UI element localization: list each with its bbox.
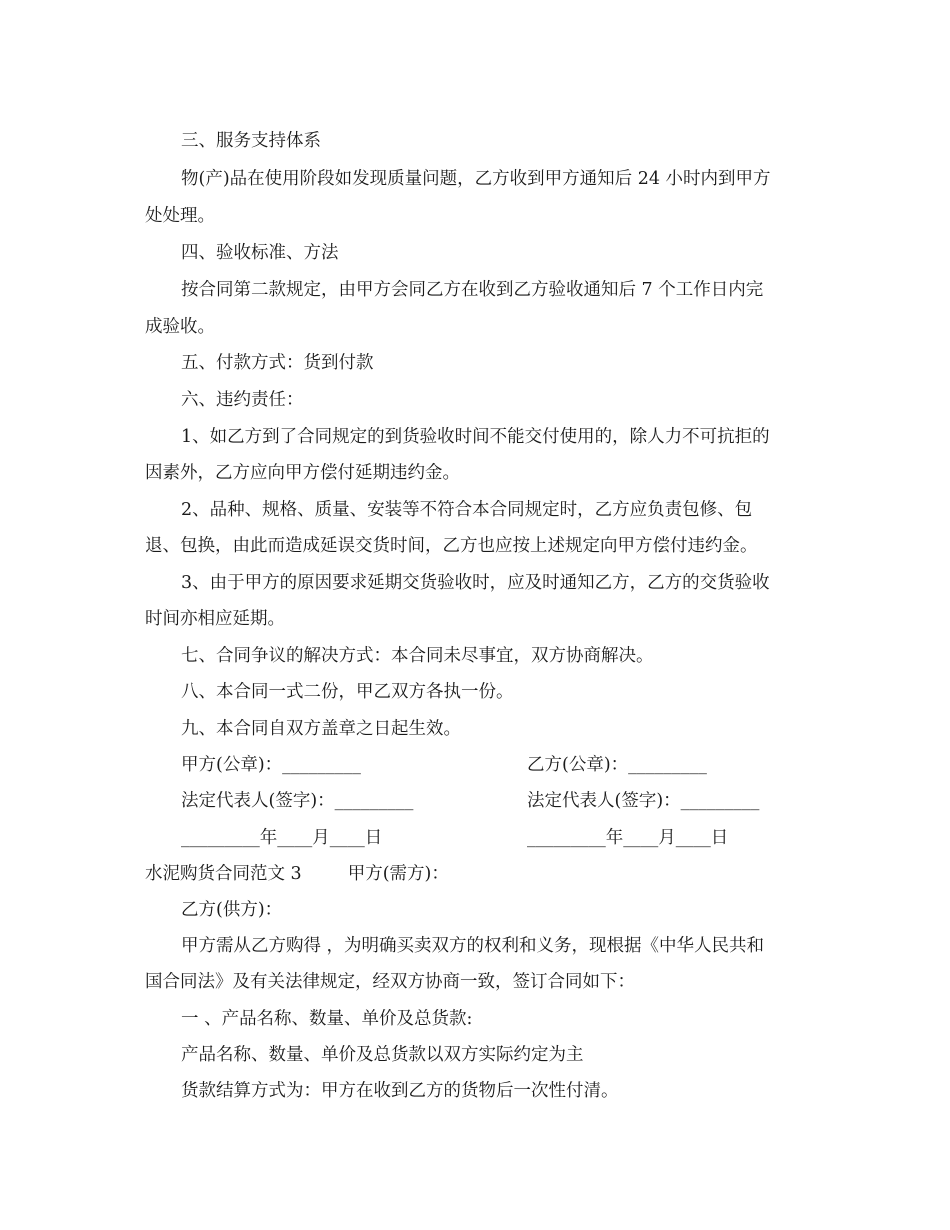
section-heading: 九、本合同自双方盖章之日起生效。 — [181, 719, 461, 739]
paragraph-line: 国合同法》及有关法律规定，经双方协商一致，签订合同如下： — [145, 972, 635, 992]
paragraph-line: 1、如乙方到了合同规定的到货验收时间不能交付使用的，除人力不可抗拒的 — [181, 427, 770, 447]
section-heading: 四、验收标准、方法 — [181, 243, 339, 263]
paragraph-line: 按合同第二款规定，由甲方会同乙方在收到乙方验收通知后 7 个工作日内完 — [181, 280, 764, 300]
contract-title-line — [145, 863, 449, 885]
party-b-date-field: _________年____月____日 — [527, 828, 729, 848]
buyer-label: 甲方(需方)： — [347, 864, 449, 884]
paragraph-line: 2、品种、规格、质量、安装等不符合本合同规定时，乙方应负责包修、包 — [181, 500, 753, 520]
paragraph-line: 货款结算方式为：甲方在收到乙方的货物后一次性付清。 — [181, 1081, 619, 1101]
party-b-seal-field: 乙方(公章)：_________ — [527, 755, 707, 775]
section-heading: 七、合同争议的解决方式：本合同未尽事宜，双方协商解决。 — [181, 646, 654, 666]
section-heading: 三、服务支持体系 — [181, 131, 321, 151]
section-heading: 五、付款方式：货到付款 — [181, 353, 374, 373]
party-a-date-field: _________年____月____日 — [181, 828, 383, 848]
paragraph-line: 因素外，乙方应向甲方偿付延期违约金。 — [145, 463, 460, 483]
party-a-representative-field: 法定代表人(签字)：_________ — [181, 791, 414, 811]
paragraph-line: 处处理。 — [145, 206, 215, 226]
paragraph-line: 甲方需从乙方购得 ，为明确买卖双方的权利和义务，现根据《中华人民共和 — [181, 936, 765, 956]
section-heading: 一 、产品名称、数量、单价及总货款: — [181, 1009, 473, 1029]
section-heading: 八、本合同一式二份，甲乙双方各执一份。 — [181, 682, 514, 702]
paragraph-line: 物(产)品在使用阶段如发现质量问题，乙方收到甲方通知后 24 小时内到甲方 — [181, 169, 771, 189]
seller-label: 乙方(供方)： — [181, 900, 283, 920]
section-heading: 六、违约责任： — [181, 390, 304, 410]
paragraph-line: 产品名称、数量、单价及总货款以双方实际约定为主 — [181, 1045, 584, 1065]
contract-title: 水泥购货合同范文 3 — [145, 864, 302, 884]
party-b-representative-field: 法定代表人(签字)：_________ — [527, 791, 760, 811]
paragraph-line: 3、由于甲方的原因要求延期交货验收时，应及时通知乙方，乙方的交货验收 — [181, 573, 770, 593]
party-a-seal-field: 甲方(公章)：_________ — [181, 755, 361, 775]
paragraph-line: 成验收。 — [145, 317, 215, 337]
paragraph-line: 时间亦相应延期。 — [145, 609, 285, 629]
paragraph-line: 退、包换，由此而造成延误交货时间，乙方也应按上述规定向甲方偿付违约金。 — [145, 536, 758, 556]
